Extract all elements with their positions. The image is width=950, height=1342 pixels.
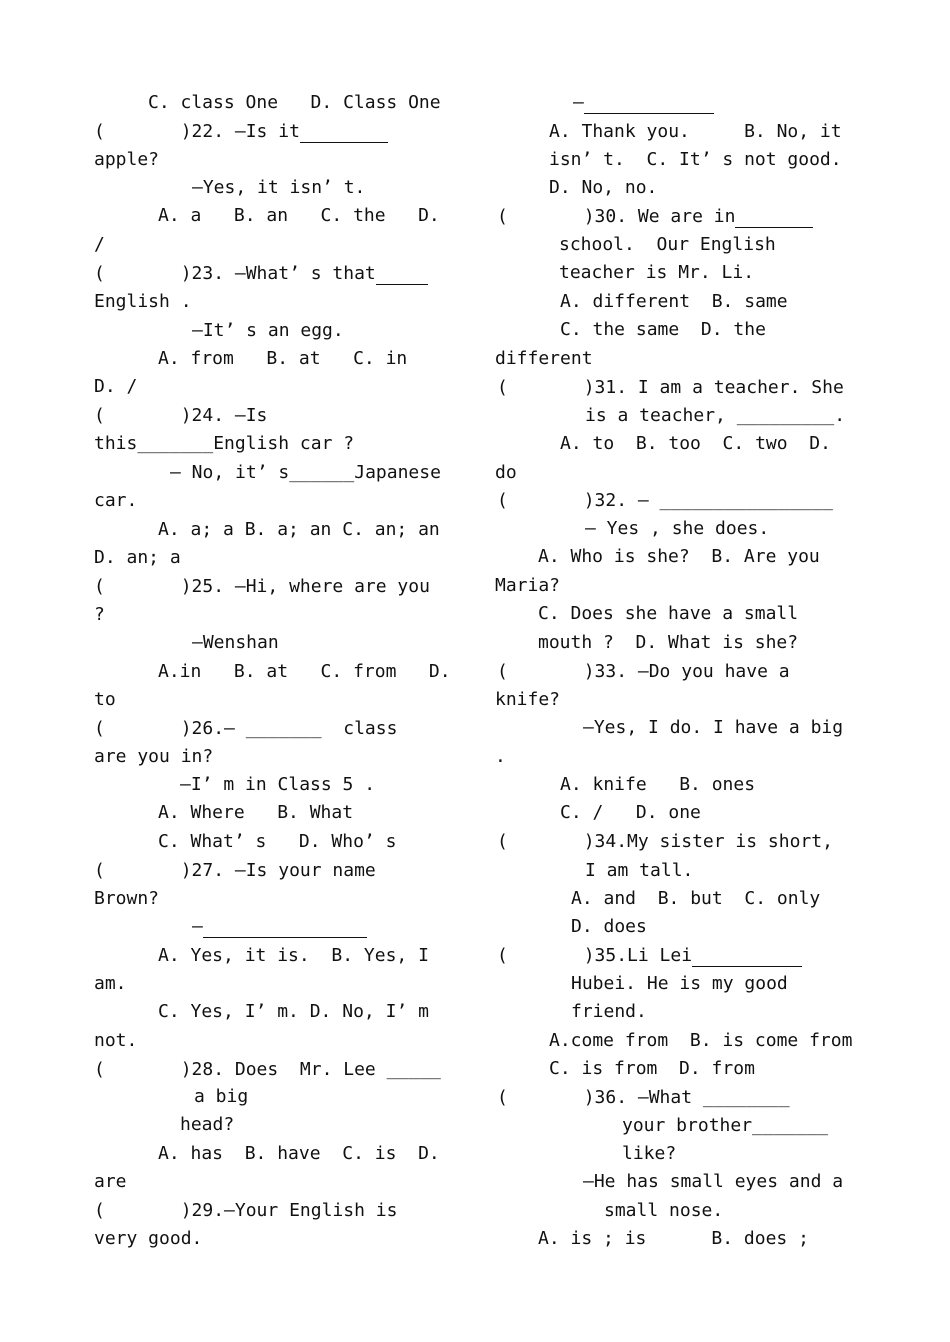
text-line: ( )27. —Is your name (94, 860, 376, 881)
text-line: A.come from B. is come from (549, 1030, 853, 1051)
text-line: A. has B. have C. is D. (158, 1143, 440, 1164)
text-line: A. Where B. What (158, 802, 354, 823)
text-line: ( )22. —Is it (94, 121, 388, 143)
text-line: ? (94, 604, 105, 625)
text-line: a big (194, 1086, 249, 1107)
text-line: head? (180, 1114, 235, 1135)
text-line: apple? (94, 149, 160, 170)
text-line: ( )30. We are in (497, 206, 813, 228)
text-line: your brother_______ (622, 1115, 828, 1136)
text-line: I am tall. (585, 860, 694, 881)
text-line: is a teacher, _________. (585, 405, 846, 426)
text-line: English . (94, 291, 192, 312)
answer-blank[interactable] (735, 209, 813, 228)
text-line: ( )25. —Hi, where are you (94, 576, 430, 597)
text-line: A. Yes, it is. B. Yes, I (158, 945, 429, 966)
text-line: C. the same D. the (560, 319, 766, 340)
text-line: C. Does she have a small (538, 603, 799, 624)
answer-blank[interactable] (584, 95, 714, 114)
text-line: am. (94, 973, 127, 994)
text-line: ( )29.—Your English is (94, 1200, 398, 1221)
text-line: ( )28. Does Mr. Lee _____ (94, 1059, 441, 1080)
text-line: C. is from D. from (549, 1058, 755, 1079)
text-line: — Yes , she does. (585, 518, 770, 539)
text-line: —He has small eyes and a (583, 1171, 844, 1192)
text-line: not. (94, 1030, 138, 1051)
text-line: C. class One D. Class One (148, 92, 441, 113)
text-line: D. an; a (94, 547, 181, 568)
text-line: this_______English car ? (94, 433, 355, 454)
text-line: / (94, 234, 105, 255)
text-line: Hubei. He is my good (571, 973, 788, 994)
text-line: ( )34.My sister is short, (497, 831, 833, 852)
text-line: . (495, 746, 506, 767)
text-line: to (94, 689, 116, 710)
text-line: —It’ s an egg. (192, 320, 344, 341)
text-line: Maria? (495, 575, 561, 596)
text-line: D. No, no. (549, 177, 658, 198)
text-line: A. Who is she? B. Are you (538, 546, 820, 567)
text-line: very good. (94, 1228, 203, 1249)
text-line: — No, it’ s______Japanese (170, 462, 441, 483)
text-line: D. / (94, 376, 138, 397)
text-line: knife? (495, 689, 561, 710)
text-line: ( )35.Li Lei (497, 945, 802, 967)
text-line: D. does (571, 916, 647, 937)
text-line: teacher is Mr. Li. (559, 262, 755, 283)
text-line: —Yes, it isn’ t. (192, 177, 366, 198)
text-line: ( )36. —What ________ (497, 1087, 790, 1108)
text-line: A. Thank you. B. No, it (549, 121, 842, 142)
text-line: different (495, 348, 593, 369)
text-line: A. and B. but C. only (571, 888, 821, 909)
text-line: are (94, 1171, 127, 1192)
text-line: ( )24. —Is (94, 405, 268, 426)
text-line: C. What’ s D. Who’ s (158, 831, 397, 852)
text-line: car. (94, 490, 138, 511)
text-line: are you in? (94, 746, 214, 767)
text-line: isn’ t. C. It’ s not good. (549, 149, 842, 170)
text-line: like? (622, 1143, 677, 1164)
text-line: A.in B. at C. from D. (158, 661, 451, 682)
text-line: Brown? (94, 888, 160, 909)
text-line: A. different B. same (560, 291, 788, 312)
text-line: ( )23. —What’ s that (94, 263, 428, 285)
text-line: A. to B. too C. two D. (560, 433, 831, 454)
text-line: small nose. (604, 1200, 724, 1221)
text-line: A. knife B. ones (560, 774, 756, 795)
text-line: C. / D. one (560, 802, 701, 823)
text-line: do (495, 462, 517, 483)
answer-blank[interactable] (692, 948, 802, 967)
answer-blank[interactable] (376, 266, 428, 285)
text-line: —Wenshan (192, 632, 279, 653)
text-line: A. a; a B. a; an C. an; an (158, 519, 440, 540)
text-line: school. Our English (559, 234, 776, 255)
text-line: —I’ m in Class 5 . (180, 774, 376, 795)
text-line: A. from B. at C. in (158, 348, 408, 369)
text-line: C. Yes, I’ m. D. No, I’ m (158, 1001, 429, 1022)
text-line: ( )33. —Do you have a (497, 661, 790, 682)
text-line: ( )32. — ________________ (497, 490, 833, 511)
text-line: —Yes, I do. I have a big (583, 717, 844, 738)
text-line: mouth ? D. What is she? (538, 632, 799, 653)
text-line: — (573, 92, 714, 114)
text-line: friend. (571, 1001, 647, 1022)
text-line: A. is ; is B. does ; (538, 1228, 809, 1249)
answer-blank[interactable] (203, 919, 367, 938)
text-line: ( )31. I am a teacher. She (497, 377, 844, 398)
text-line: A. a B. an C. the D. (158, 205, 440, 226)
text-line: — (192, 916, 367, 938)
answer-blank[interactable] (300, 124, 388, 143)
text-line: ( )26.— _______ class (94, 718, 398, 739)
